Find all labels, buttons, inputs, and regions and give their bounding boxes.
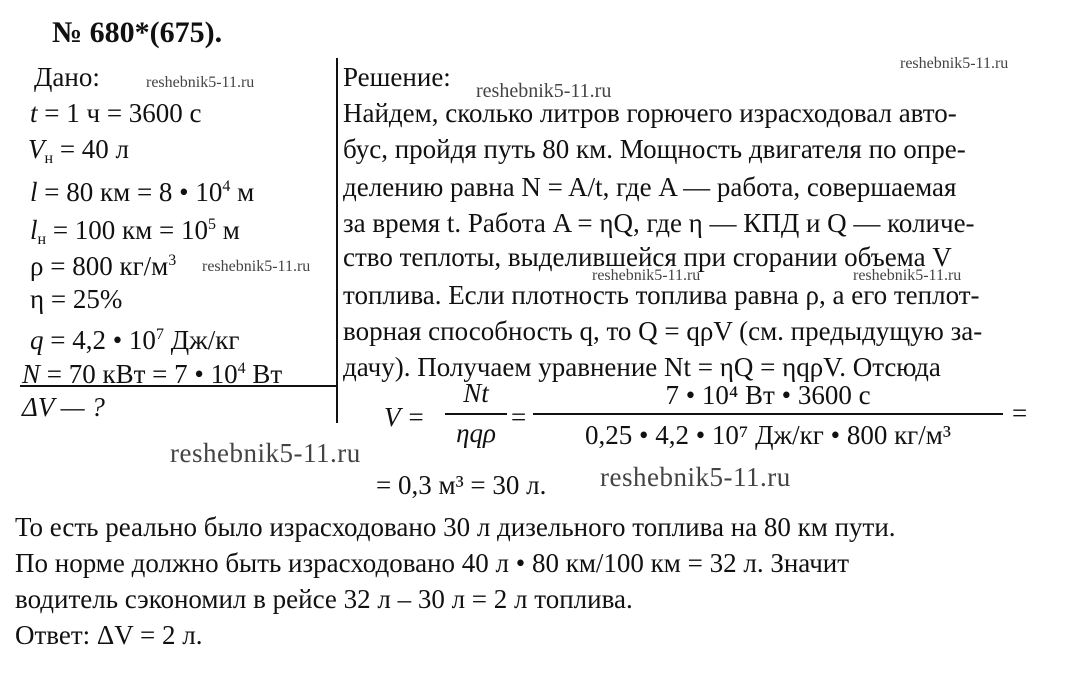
fraction-bar [533, 413, 1003, 415]
equation-den-1: ηqρ [456, 418, 496, 448]
given-norm-volume: $V_н = 40$ л [28, 134, 130, 167]
problem-number: № 680*(675). [52, 16, 223, 49]
fraction-bar [445, 413, 507, 415]
equation-num-1: Nt [463, 378, 489, 408]
given-norm-distance: $l_н = 100$ км = $10^5$ м [30, 215, 240, 248]
solution-line: делению равна N = A/t, где A — работа, совершаемая [343, 172, 957, 202]
given-label: Дано: [34, 62, 100, 92]
solution-line: ворная способность q, то Q = qρV (см. предыдущую за- [343, 316, 983, 346]
solution-line: бус, пройдя путь 80 км. Мощность двигателя по опре- [343, 134, 966, 164]
given-distance: l = 80 км = 8 • $10^4$ м [30, 177, 255, 207]
equation-lhs: V = [384, 402, 425, 432]
solution-line: топлива. Если плотность топлива равна ρ, а его теплот- [343, 280, 980, 310]
given-find: ΔV — ? [22, 392, 105, 422]
answer-line: Ответ: ΔV = 2 л. [15, 620, 203, 650]
given-heat-value: q = 4,2 • $10^7$ Дж/кг [30, 325, 240, 355]
watermark: reshebnik5-11.ru [202, 258, 311, 275]
solution-label: Решение: [343, 62, 451, 92]
equation-num-2: 7 • 10⁴ Вт • 3600 с [665, 380, 871, 410]
conclusion-line: водитель сэкономил в рейсе 32 л – 30 л = 2 л топлива. [15, 584, 633, 614]
solution-line: ство теплоты, выделившейся при сгорании объема V [343, 242, 952, 272]
given-vertical-divider [336, 58, 338, 423]
equation-den-2: 0,25 • 4,2 • 10⁷ Дж/кг • 800 кг/м³ [585, 420, 951, 450]
given-density: ρ = 800 $кг/м^3$ [30, 251, 177, 281]
given-efficiency: η = 25% [30, 284, 123, 314]
given-time: t = 1 ч = 3600 с [30, 98, 202, 128]
watermark: reshebnik5-11.ru [170, 438, 361, 468]
watermark: reshebnik5-11.ru [600, 462, 791, 492]
equation-tail: = [1012, 398, 1028, 428]
conclusion-line: То есть реально было израсходовано 30 л дизельного топлива на 80 км пути. [15, 512, 896, 542]
watermark: reshebnik5-11.ru [146, 74, 255, 91]
conclusion-line: По норме должно быть израсходовано 40 л • 80 км/100 км = 32 л. Значит [15, 548, 850, 578]
equation-result: = 0,3 м³ = 30 л. [376, 470, 547, 500]
given-power: N = 70 кВт = 7 • $10^4$ Вт [22, 359, 283, 389]
watermark: reshebnik5-11.ru [592, 267, 701, 284]
watermark: reshebnik5-11.ru [900, 55, 1009, 72]
solution-line: за время t. Работа A = ηQ, где η — КПД и Q — количе- [343, 208, 975, 238]
solution-line: дачу). Получаем уравнение Nt = ηQ = ηqρV. Отсюда [343, 352, 941, 382]
watermark: reshebnik5-11.ru [853, 267, 962, 284]
watermark: reshebnik5-11.ru [476, 80, 612, 102]
equation-equals: = [511, 402, 527, 432]
solution-line: Найдем, сколько литров горючего израсходовал авто- [343, 98, 957, 128]
